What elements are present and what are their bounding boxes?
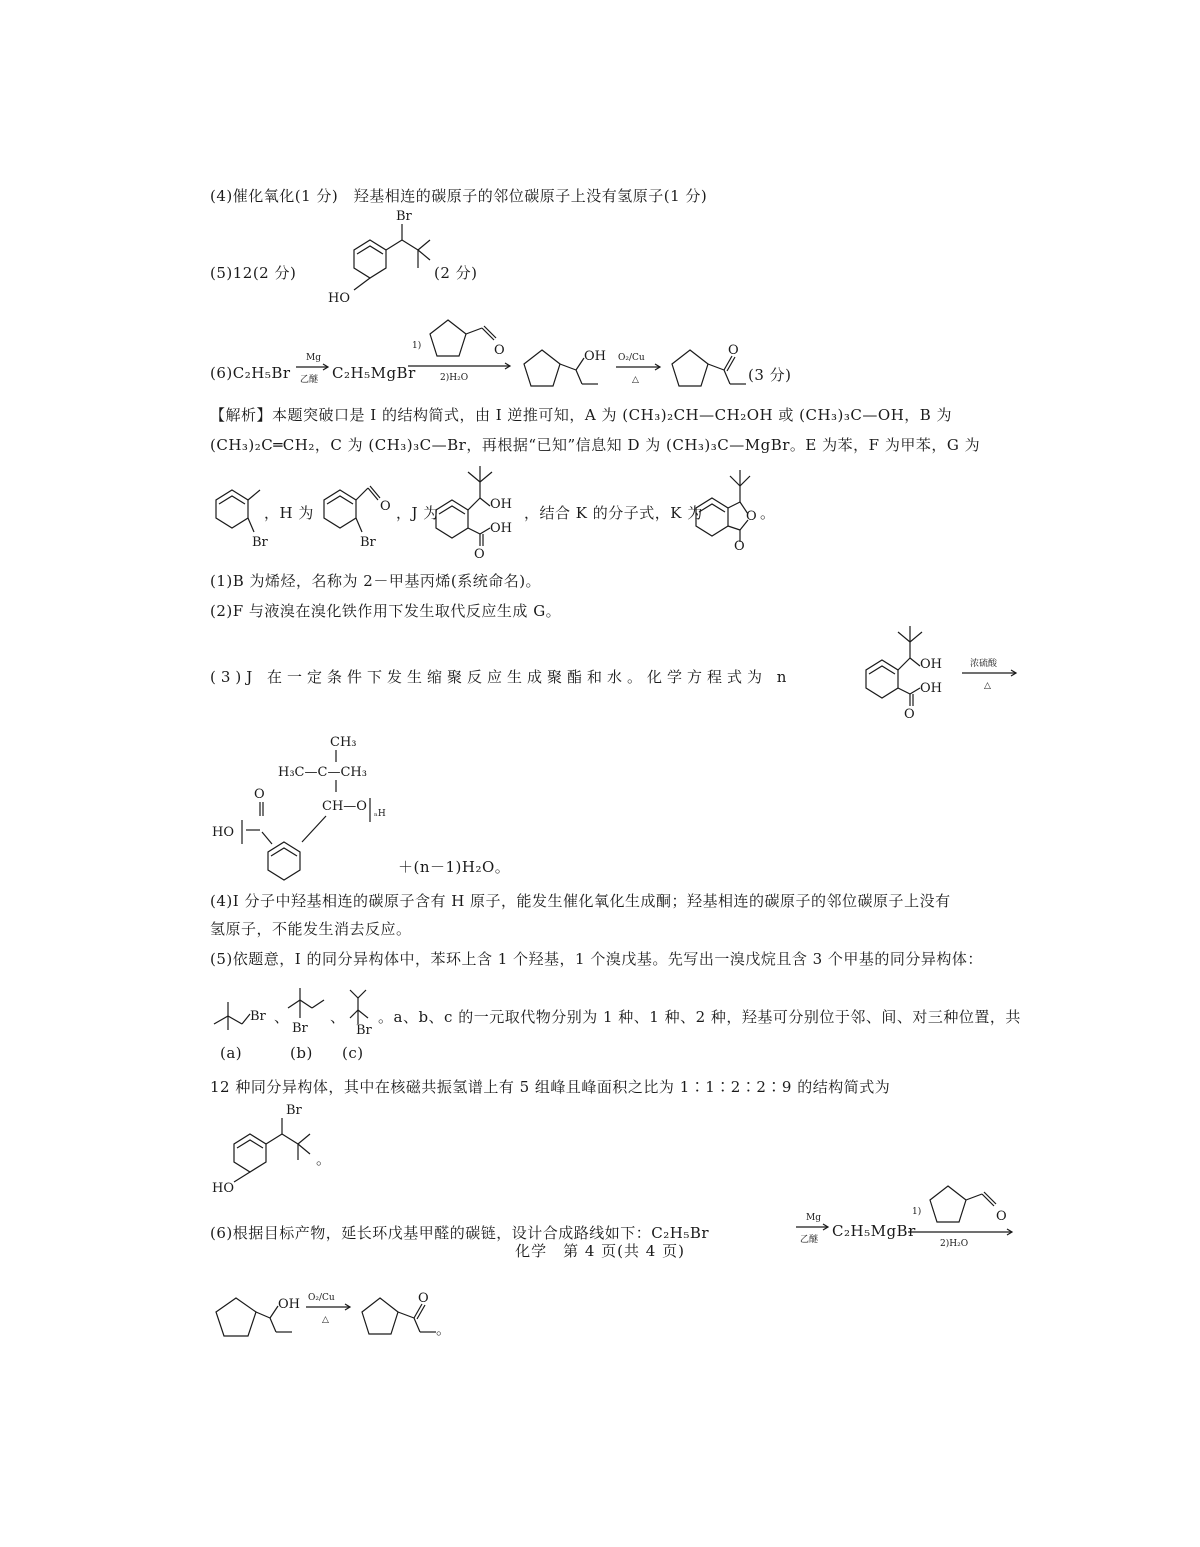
- svg-text:Br: Br: [286, 1103, 302, 1118]
- analysis-j-text: ，J 为: [396, 504, 439, 522]
- svg-text:乙醚: 乙醚: [300, 375, 319, 385]
- svg-text:1): 1): [912, 1207, 922, 1217]
- answer-5-score: (2 分): [434, 264, 478, 282]
- page-footer: 化学 第 4 页(共 4 页): [515, 1242, 685, 1260]
- analysis-p2: (2)F 与液溴在溴化铁作用下发生取代反应生成 G。: [210, 602, 562, 620]
- svg-text:O: O: [734, 539, 745, 554]
- analysis-k-end: 。: [760, 504, 776, 522]
- answer-6-arrow-mg: [294, 350, 334, 390]
- structure-j: [428, 460, 528, 560]
- analysis-p1: (1)B 为烯烃，名称为 2－甲基丙烯(系统命名)。: [210, 572, 542, 590]
- answer-6-alcohol: [512, 340, 622, 400]
- structure-h: [318, 478, 398, 548]
- svg-text:Br: Br: [360, 535, 376, 550]
- svg-text:Mg: Mg: [806, 1213, 821, 1223]
- answer-5-label: (5)12(2 分): [210, 264, 297, 282]
- svg-text:OH: OH: [584, 349, 606, 364]
- svg-text:OH: OH: [920, 681, 942, 696]
- answer-5-structure: [320, 210, 480, 310]
- answer-6-grignard: C₂H₅MgBr: [332, 364, 416, 382]
- svg-text:O: O: [996, 1209, 1007, 1224]
- svg-text:O: O: [474, 547, 485, 562]
- isomer-label-b: (b): [290, 1044, 313, 1062]
- svg-text:H₃C—C—CH₃: H₃C—C—CH₃: [278, 765, 367, 780]
- structure-i-isomer: [210, 1096, 350, 1196]
- svg-text:2)H₂O: 2)H₂O: [440, 373, 469, 383]
- isomer-label-c: (c): [342, 1044, 364, 1062]
- svg-text:O₂/Cu: O₂/Cu: [308, 1293, 335, 1303]
- svg-text:O: O: [380, 499, 391, 514]
- svg-text:Br: Br: [292, 1021, 308, 1036]
- svg-text:OH: OH: [278, 1297, 300, 1312]
- svg-text:△: △: [322, 1315, 329, 1325]
- svg-text:OH: OH: [920, 657, 942, 672]
- structure-k: [690, 462, 770, 552]
- svg-text:CH—O: CH—O: [322, 799, 367, 814]
- isomer-label-a: (a): [220, 1044, 243, 1062]
- svg-text:O: O: [254, 787, 265, 802]
- svg-text:OH: OH: [490, 521, 512, 536]
- answer-6-arrow-aldehyde: [406, 306, 516, 386]
- svg-text:△: △: [984, 681, 991, 691]
- analysis-arrow-oxidation: [304, 1290, 354, 1330]
- svg-text:O: O: [494, 343, 505, 358]
- analysis-grignard: C₂H₅MgBr: [832, 1222, 916, 1240]
- svg-text:O: O: [904, 707, 915, 722]
- analysis-h-text: ，H 为: [264, 504, 314, 522]
- svg-text:CH₃: CH₃: [330, 735, 357, 750]
- analysis-alcohol: [206, 1290, 316, 1350]
- analysis-p3: (3)J 在一定条件下发生缩聚反应生成聚酯和水。化学方程式为 n: [210, 668, 792, 686]
- analysis-p5c: 12 种同分异构体，其中在核磁共振氢谱上有 5 组峰且峰面积之比为 1∶1∶2∶2∶9 的结构简式为: [210, 1078, 891, 1096]
- svg-text:Br: Br: [250, 1009, 266, 1024]
- svg-text:浓硫酸: 浓硫酸: [970, 659, 998, 669]
- svg-text:乙醚: 乙醚: [800, 1235, 819, 1245]
- analysis-line-1: 【解析】本题突破口是 I 的结构简式，由 I 逆推可知，A 为 (CH₃)₂CH—CH₂OH 或 (CH₃)₃C—OH，B 为: [210, 406, 953, 424]
- answer-4: (4)催化氧化(1 分) 羟基相连的碳原子的邻位碳原子上没有氢原子(1 分): [210, 187, 708, 205]
- svg-text:OH: OH: [490, 497, 512, 512]
- structure-j-reactant: [858, 620, 958, 720]
- svg-text:O: O: [418, 1291, 429, 1306]
- svg-text:Mg: Mg: [306, 353, 321, 363]
- svg-text:Br: Br: [396, 209, 412, 224]
- analysis-p4a: (4)I 分子中羟基相连的碳原子含有 H 原子，能发生催化氧化生成酮；羟基相连的碳原子的邻位碳原子上没有: [210, 892, 951, 910]
- svg-text:O₂/Cu: O₂/Cu: [618, 353, 645, 363]
- isomer-sep-1: 、: [274, 1008, 290, 1026]
- analysis-p3-water: ＋(n－1)H₂O。: [398, 858, 511, 876]
- structure-g: [210, 478, 270, 548]
- analysis-p6a: (6)根据目标产物，延长环戊基甲醛的碳链，设计合成路线如下：C₂H₅Br: [210, 1224, 710, 1242]
- svg-text:Br: Br: [252, 535, 268, 550]
- analysis-k-text: ，结合 K 的分子式，K 为: [524, 504, 703, 522]
- answer-6-arrow-oxidation: [614, 350, 664, 390]
- analysis-p4b: 氢原子，不能发生消去反应。: [210, 920, 412, 938]
- svg-text:HO: HO: [212, 825, 234, 840]
- svg-text:O: O: [746, 509, 757, 524]
- arrow-acid: [960, 656, 1020, 696]
- analysis-p5b: 。a、b、c 的一元取代物分别为 1 种、1 种、2 种，羟基可分别位于邻、间、对三种位置，共: [378, 1008, 1021, 1026]
- svg-text:ₙH: ₙH: [374, 809, 386, 819]
- svg-text:△: △: [632, 375, 639, 385]
- isomer-sep-2: 、: [330, 1008, 346, 1026]
- svg-text:HO: HO: [328, 291, 350, 306]
- analysis-p6-end: 。: [436, 1320, 452, 1338]
- analysis-p5a: (5)依题意，I 的同分异构体中，苯环上含 1 个羟基，1 个溴戊基。先写出一溴戊烷且含 3 个甲基的同分异构体：: [210, 950, 983, 968]
- analysis-line-2: (CH₃)₂C═CH₂，C 为 (CH₃)₃C—Br，再根据“已知”信息知 D 为 (CH₃)₃C—MgBr。E 为苯，F 为甲苯，G 为: [210, 436, 981, 454]
- svg-text:1): 1): [412, 341, 422, 351]
- answer-6-ketone: [660, 340, 760, 400]
- analysis-p5-end: 。: [316, 1150, 332, 1168]
- svg-text:O: O: [728, 343, 739, 358]
- svg-text:Br: Br: [356, 1023, 372, 1038]
- svg-text:2)H₂O: 2)H₂O: [940, 1239, 969, 1249]
- isomer-b: [284, 984, 334, 1044]
- answer-6-score: (3 分): [748, 366, 792, 384]
- answer-6-start: (6)C₂H₅Br: [210, 364, 291, 382]
- analysis-ketone: [350, 1288, 450, 1348]
- svg-text:HO: HO: [212, 1181, 234, 1196]
